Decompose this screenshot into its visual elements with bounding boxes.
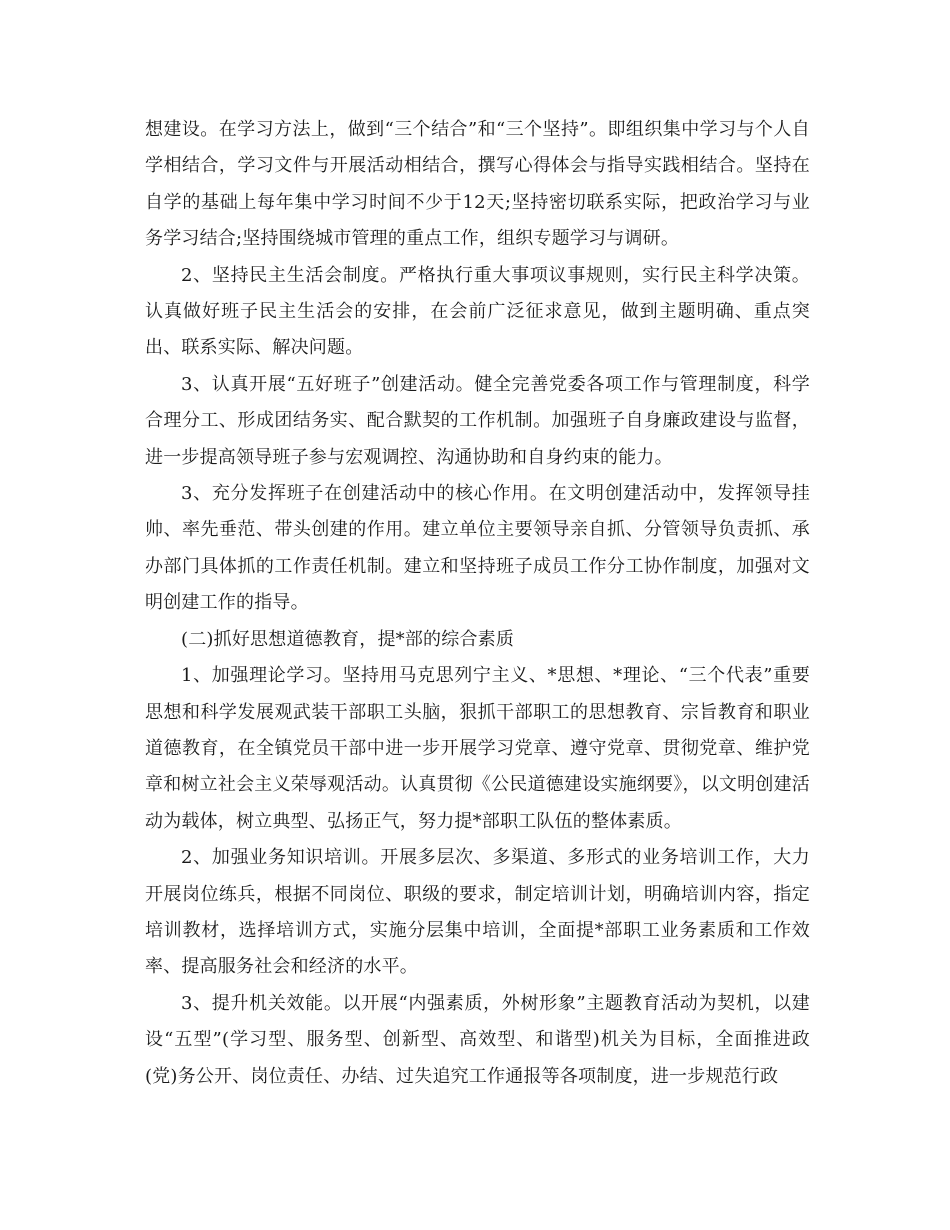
paragraph-theory-study: 1、加强理论学习。坚持用马克思列宁主义、*思想、*理论、“三个代表”重要思想和科学发展观武装干部职工头脑，狠抓干部职工的思想教育、宗旨教育和职业道德教育，在全镇党员干部中进一步开展学习党章、遵守党章、贯彻党章、维护党章和树立社会主义荣辱观活动。认真贯彻《公民道德建设实施纲要》，以文明创建活动为载体，树立典型、弘扬正气，努力提*部职工队伍的整体素质。 — [145, 665, 810, 832]
paragraph-core-role: 3、充分发挥班子在创建活动中的核心作用。在文明创建活动中，发挥领导挂帅、率先垂范、带头创建的作用。建立单位主要领导亲自抓、分管领导负责抓、承办部门具体抓的工作责任机制。建立和坚持班子成员工作分工协作制度，加强对文明创建工作的指导。 — [145, 483, 810, 614]
document-body — [145, 112, 810, 1095]
paragraph-five-good-team: 3、认真开展“五好班子”创建活动。健全完善党委各项工作与管理制度，科学合理分工、形成团结务实、配合默契的工作机制。加强班子自身廉政建设与监督，进一步提高领导班子参与宏观调控、沟通协助和自身约束的能力。 — [145, 373, 810, 468]
paragraph-democratic-life-meeting: 2、坚持民主生活会制度。严格执行重大事项议事规则，实行民主科学决策。认真做好班子民主生活会的安排，在会前广泛征求意见，做到主题明确、重点突出、联系实际、解决问题。 — [145, 264, 810, 359]
paragraph-business-training: 2、加强业务知识培训。开展多层次、多渠道、多形式的业务培训工作，大力开展岗位练兵，根据不同岗位、职级的要求，制定培训计划，明确培训内容，指定培训教材，选择培训方式，实施分层集中培训，全面提*部职工业务素质和工作效率、提高服务社会和经济的水平。 — [145, 847, 810, 978]
paragraph-agency-efficiency: 3、提升机关效能。以开展“内强素质，外树形象”主题教育活动为契机，以建设“五型”(学习型、服务型、创新型、高效型、和谐型)机关为目标，全面推进政(党)务公开、岗位责任、办结、过失追究工作通报等各项制度，进一步规范行政 — [145, 992, 810, 1087]
paragraph-study-methods: 想建设。在学习方法上，做到“三个结合”和“三个坚持”。即组织集中学习与个人自学相结合，学习文件与开展活动相结合，撰写心得体会与指导实践相结合。坚持在自学的基础上每年集中学习时间不少于12天;坚持密切联系实际，把政治学习与业务学习结合;坚持围绕城市管理的重点工作，组织专题学习与调研。 — [145, 119, 810, 250]
section-heading-moral-education: (二)抓好思想道德教育，提*部的综合素质 — [181, 628, 515, 650]
